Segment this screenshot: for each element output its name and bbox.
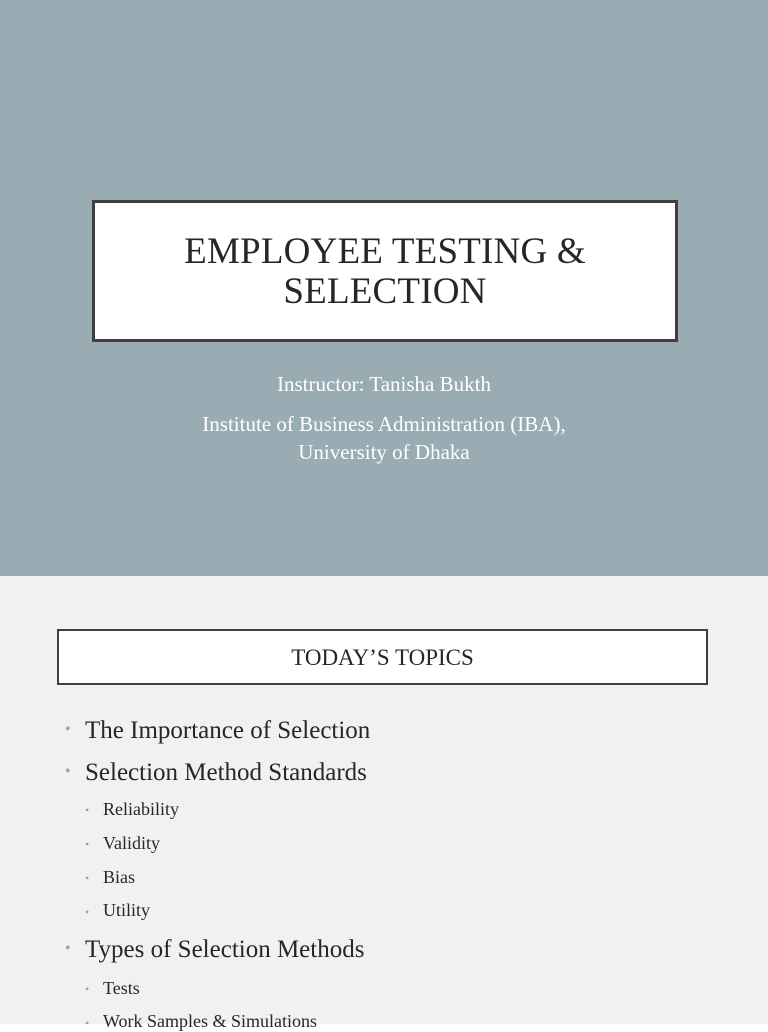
instructor-line: Instructor: Tanisha Bukth — [277, 372, 491, 396]
subtopic-item: Reliability — [103, 799, 179, 819]
topic-item: Selection Method Standards — [85, 759, 367, 786]
sub-bullet-icon: • — [85, 905, 90, 919]
slide-title-line-1: EMPLOYEE TESTING & — [184, 231, 586, 272]
subtopic-item: Tests — [103, 978, 140, 998]
bullet-icon: • — [65, 940, 71, 957]
bullet-icon: • — [65, 721, 71, 738]
subtopic-item: Validity — [103, 833, 160, 853]
subtopic-item: Utility — [103, 900, 151, 920]
topic-item: The Importance of Selection — [85, 717, 371, 744]
subtopic-item: Work Samples & Simulations — [103, 1011, 318, 1031]
subtopic-item: Bias — [103, 867, 136, 887]
slide-title-line-2: SELECTION — [283, 271, 487, 312]
topics-slide — [0, 576, 768, 1031]
sub-bullet-icon: • — [85, 803, 90, 817]
institute-line-1: Institute of Business Administration (IBA), — [202, 412, 566, 436]
bullet-icon: • — [65, 763, 71, 780]
sub-bullet-icon: • — [85, 1016, 90, 1030]
topics-heading-box — [57, 629, 708, 685]
topics-heading: TODAY’S TOPICS — [291, 645, 474, 670]
institute-line-2: University of Dhaka — [298, 440, 470, 464]
sub-bullet-icon: • — [85, 982, 90, 996]
title-box — [92, 200, 678, 342]
sub-bullet-icon: • — [85, 837, 90, 851]
sub-bullet-icon: • — [85, 871, 90, 885]
topic-item: Types of Selection Methods — [85, 936, 365, 963]
